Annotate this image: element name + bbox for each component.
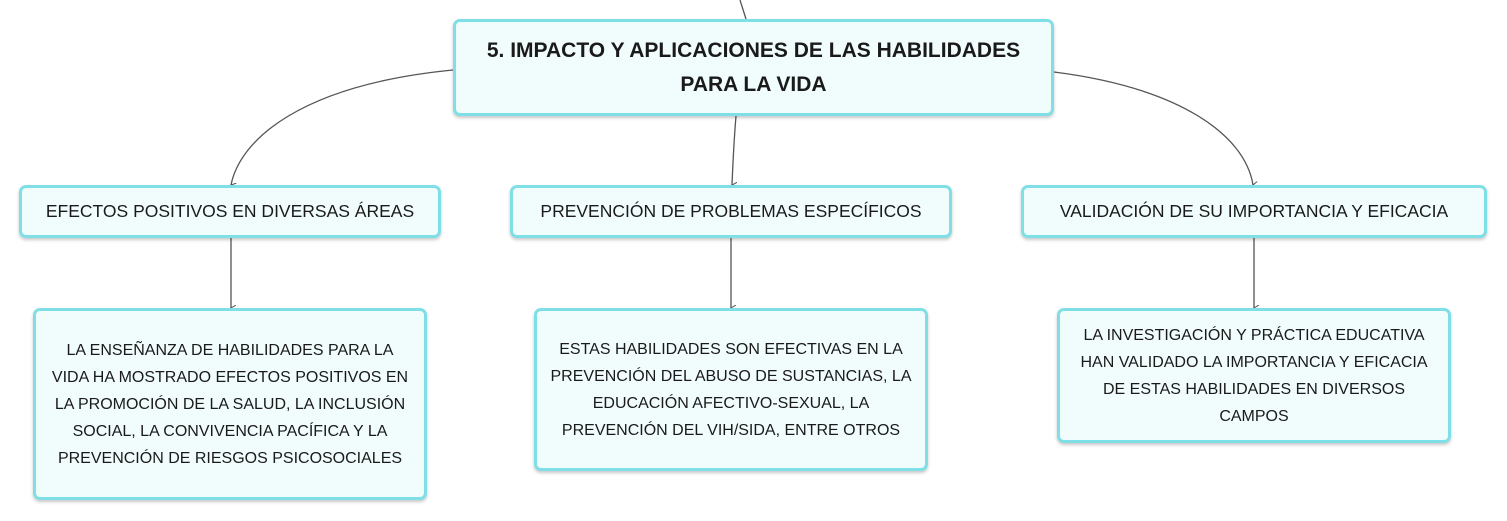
detail-line: ESTAS HABILIDADES SON EFECTIVAS EN LA	[559, 340, 903, 358]
detail-line: VIDA HA MOSTRADO EFECTOS POSITIVOS EN	[51, 368, 409, 386]
root-topic-line-1: 5. IMPACTO Y APLICACIONES DE LAS HABILIDADES	[486, 38, 1021, 62]
detail-line: LA ENSEÑANZA DE HABILIDADES PARA LA	[66, 341, 394, 359]
detail-line: SOCIAL, LA CONVIVENCIA PACÍFICA Y LA	[72, 422, 388, 440]
connector-root-to-branch-2	[732, 116, 736, 185]
detail-line: LA INVESTIGACIÓN Y PRÁCTICA EDUCATIVA	[1083, 326, 1425, 344]
root-topic-node[interactable]	[453, 19, 1054, 116]
detail-node-validacion[interactable]	[1057, 308, 1451, 443]
subtopic-node-efectos-positivos[interactable]	[19, 185, 441, 238]
detail-line: DE ESTAS HABILIDADES EN DIVERSOS	[1102, 380, 1405, 398]
detail-node-efectos-positivos[interactable]	[33, 308, 427, 500]
detail-line: EDUCACIÓN AFECTIVO-SEXUAL, LA	[592, 394, 870, 412]
detail-line: PREVENCIÓN DE RIESGOS PSICOSOCIALES	[57, 449, 403, 467]
subtopic-label: VALIDACIÓN DE SU IMPORTANCIA Y EFICACIA	[1059, 201, 1449, 221]
subtopic-label: PREVENCIÓN DE PROBLEMAS ESPECÍFICOS	[540, 201, 922, 221]
connector-root-to-branch-1	[231, 70, 453, 185]
detail-line: LA PROMOCIÓN DE LA SALUD, LA INCLUSIÓN	[54, 395, 406, 413]
detail-node-prevencion[interactable]	[534, 308, 928, 471]
subtopic-node-prevencion[interactable]	[510, 185, 952, 238]
detail-line: PREVENCIÓN DEL ABUSO DE SUSTANCIAS, LA	[550, 367, 912, 385]
subtopic-label: EFECTOS POSITIVOS EN DIVERSAS ÁREAS	[45, 201, 415, 221]
root-topic-line-2: PARA LA VIDA	[680, 72, 827, 96]
detail-line: HAN VALIDADO LA IMPORTANCIA Y EFICACIA	[1080, 353, 1428, 371]
connector-incoming	[740, 0, 746, 19]
connector-root-to-branch-3	[1054, 72, 1253, 185]
detail-line: PREVENCIÓN DEL VIH/SIDA, ENTRE OTROS	[561, 421, 901, 439]
detail-line: CAMPOS	[1219, 407, 1289, 425]
subtopic-node-validacion[interactable]	[1021, 185, 1487, 238]
